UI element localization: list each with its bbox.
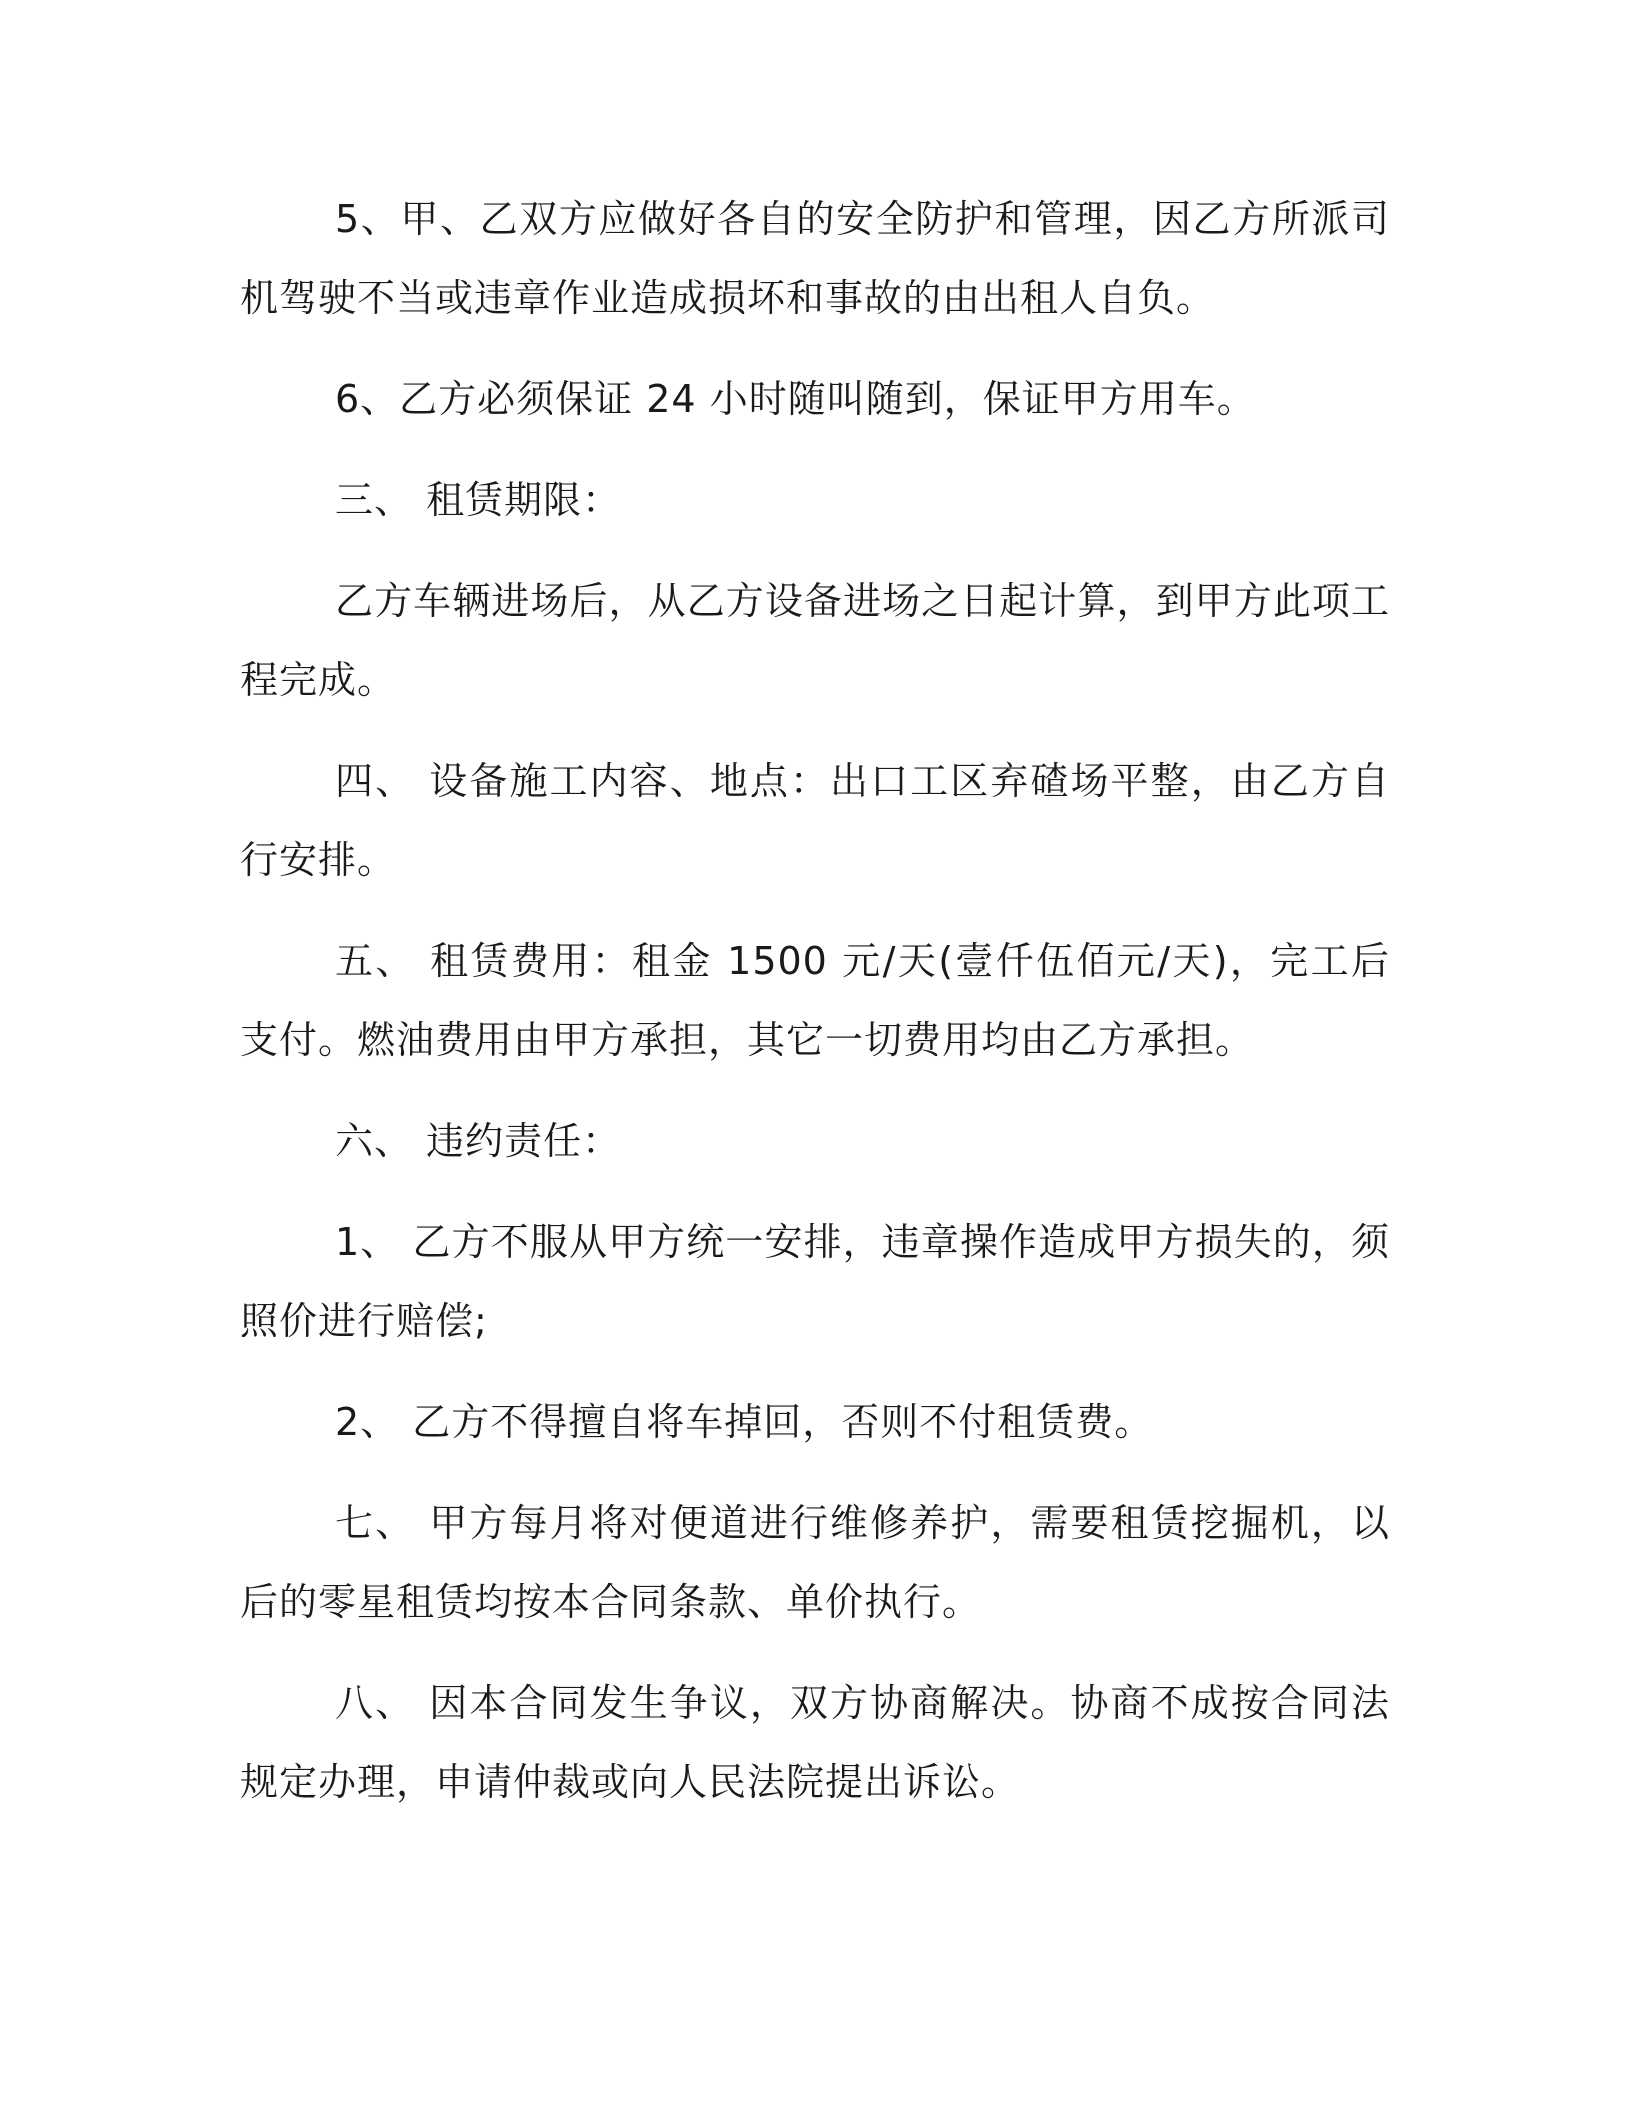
clause-6-availability: 6、乙方必须保证 24 小时随叫随到，保证甲方用车。 — [335, 377, 1256, 421]
section-5-fees: 五、 租赁费用：租金 1500 元/天(壹仟伍佰元/天)，完工后支付。燃油费用由甲方承担，其它一切费用均由乙方承担。 — [240, 939, 1390, 1062]
clause-5-safety: 5、甲、乙双方应做好各自的安全防护和管理，因乙方所派司机驾驶不当或违章作业造成损坏和事故的由出租人自负。 — [240, 197, 1390, 320]
section-7-maintenance: 七、 甲方每月将对便道进行维修养护，需要租赁挖掘机，以后的零星租赁均按本合同条款、单价执行。 — [240, 1501, 1390, 1624]
document-body — [240, 180, 1390, 1822]
section-6-item-2: 2、 乙方不得擅自将车掉回，否则不付租赁费。 — [335, 1400, 1154, 1444]
section-6-item-1: 1、 乙方不服从甲方统一安排，违章操作造成甲方损失的，须照价进行赔偿; — [240, 1220, 1390, 1343]
section-4-content-location: 四、 设备施工内容、地点：出口工区弃碴场平整，由乙方自行安排。 — [240, 759, 1390, 882]
section-6-heading: 六、 违约责任： — [335, 1119, 622, 1163]
section-3-body: 乙方车辆进场后，从乙方设备进场之日起计算，到甲方此项工程完成。 — [240, 579, 1390, 702]
section-8-disputes: 八、 因本合同发生争议，双方协商解决。协商不成按合同法规定办理，申请仲裁或向人民法院提出诉讼。 — [240, 1681, 1390, 1804]
section-3-heading: 三、 租赁期限： — [335, 478, 622, 522]
